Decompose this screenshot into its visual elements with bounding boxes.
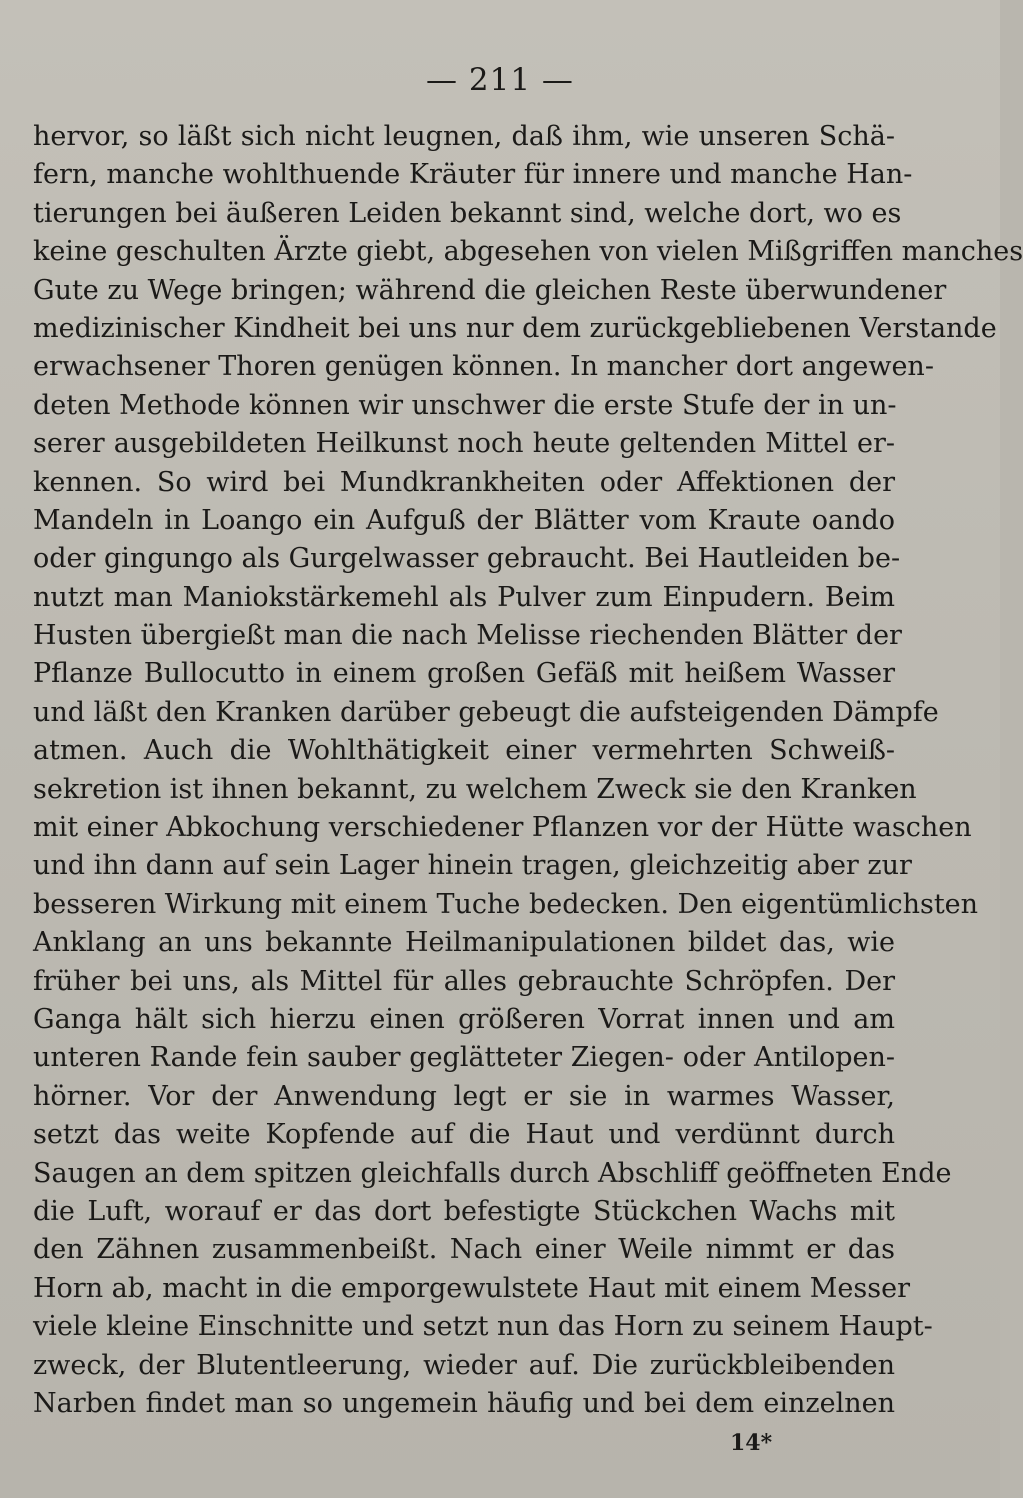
text-line: Gute zu Wege bringen; während die gleichen Reste überwundener — [33, 274, 947, 306]
text-line: serer ausgebildeten Heilkunst noch heute geltenden Mittel er- — [33, 428, 895, 460]
text-line: erwachsener Thoren genügen können. In mancher dort angewen- — [33, 351, 934, 383]
text-line: fern, manche wohlthuende Kräuter für innere und manche Han- — [33, 159, 913, 191]
text-line: keine geschulten Ärzte giebt, abgesehen von vielen Mißgriffen manches — [33, 236, 1023, 268]
text-line: hörner. Vor der Anwendung legt er sie in warmes Wasser, — [33, 1080, 895, 1112]
text-line: Ganga hält sich hierzu einen größeren Vorrat innen und am — [33, 1003, 895, 1035]
text-line: medizinischer Kindheit bei uns nur dem zurückgebliebenen Verstande — [33, 312, 997, 344]
text-line: setzt das weite Kopfende auf die Haut und verdünnt durch — [33, 1119, 895, 1151]
text-line: tierungen bei äußeren Leiden bekannt sind, welche dort, wo es — [33, 197, 902, 229]
text-line: die Luft, worauf er das dort befestigte Stückchen Wachs mit — [33, 1195, 895, 1227]
text-line: oder gingungo als Gurgelwasser gebraucht. Bei Hautleiden be- — [33, 543, 901, 575]
text-line: mit einer Abkochung verschiedener Pflanzen vor der Hütte waschen — [33, 812, 972, 844]
text-line: zweck, der Blutentleerung, wieder auf. Die zurückbleibenden — [33, 1349, 895, 1381]
text-line: atmen. Auch die Wohlthätigkeit einer vermehrten Schweiß- — [33, 735, 895, 767]
text-line: Narben findet man so ungemein häufig und bei dem einzelnen — [33, 1387, 895, 1419]
text-line: Saugen an dem spitzen gleichfalls durch Abschliff geöffneten Ende — [33, 1157, 952, 1189]
text-line: Anklang an uns bekannte Heilmanipulationen bildet das, wie — [33, 927, 895, 959]
text-line: kennen. So wird bei Mundkrankheiten oder Affektionen der — [33, 466, 895, 498]
text-line: Mandeln in Loango ein Aufguß der Blätter vom Kraute oando — [33, 504, 895, 536]
body-text — [33, 118, 1023, 1423]
text-line: Husten übergießt man die nach Melisse riechenden Blätter der — [33, 620, 902, 652]
text-line: und läßt den Kranken darüber gebeugt die aufsteigenden Dämpfe — [33, 696, 939, 728]
signature-mark: 14* — [730, 1430, 773, 1456]
page-number: — 211 — — [426, 62, 574, 98]
text-line: nutzt man Maniokstärkemehl als Pulver zum Einpudern. Beim — [33, 581, 895, 613]
text-line: und ihn dann auf sein Lager hinein tragen, gleichzeitig aber zur — [33, 850, 912, 882]
text-line: unteren Rande fein sauber geglätteter Ziegen- oder Antilopen- — [33, 1042, 895, 1074]
text-line: Pflanze Bullocutto in einem großen Gefäß mit heißem Wasser — [33, 658, 895, 690]
text-line: deten Methode können wir unschwer die erste Stufe der in un- — [33, 389, 897, 421]
text-line: viele kleine Einschnitte und setzt nun das Horn zu seinem Haupt- — [33, 1311, 933, 1343]
text-line: den Zähnen zusammenbeißt. Nach einer Weile nimmt er das — [33, 1234, 895, 1266]
text-line: früher bei uns, als Mittel für alles gebrauchte Schröpfen. Der — [33, 965, 895, 997]
text-line: besseren Wirkung mit einem Tuche bedecken. Den eigentümlichsten — [33, 888, 979, 920]
text-line: Horn ab, macht in die emporgewulstete Haut mit einem Messer — [33, 1272, 910, 1304]
text-line: hervor, so läßt sich nicht leugnen, daß ihm, wie unseren Schä- — [33, 121, 895, 152]
text-line: sekretion ist ihnen bekannt, zu welchem Zweck sie den Kranken — [33, 773, 917, 805]
